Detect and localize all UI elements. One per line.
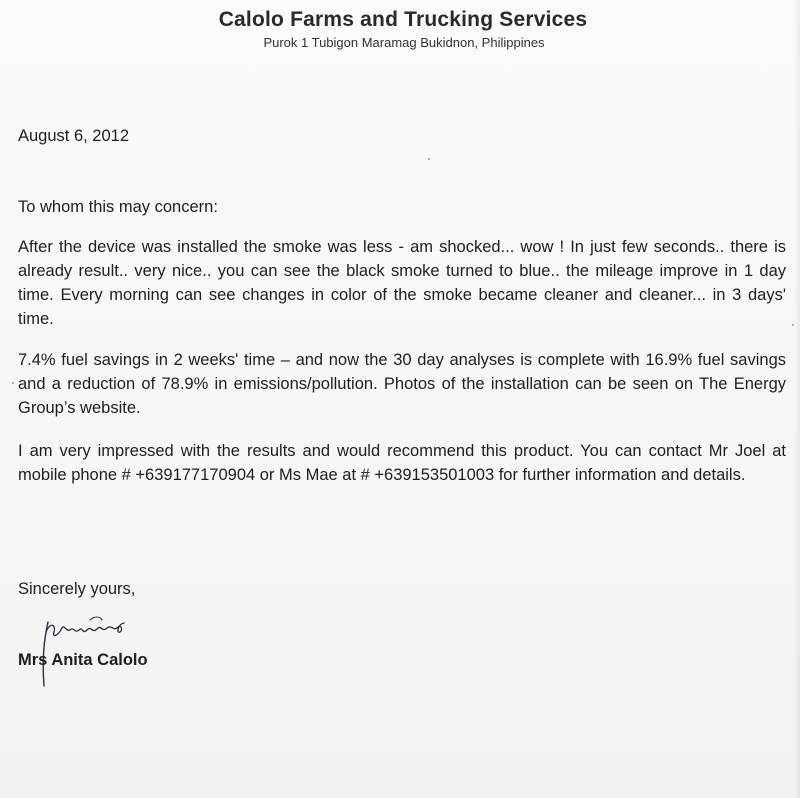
salutation: To whom this may concern: — [18, 198, 218, 216]
company-address: Purok 1 Tubigon Maramag Bukidnon, Philippines — [263, 35, 545, 50]
body-paragraph-3: I am very impressed with the results and would recommend this product. You can contact Mr Joel at mobile phone # +639177170904 or Ms Mae at # +639153501003 for further information and details. — [18, 442, 786, 484]
company-name: Calolo Farms and Trucking Services — [218, 8, 588, 31]
body-paragraph-1: After the device was installed the smoke was less - am shocked... wow ! In just few seconds.. there is already result.. very nice.. you can see the black smoke turned to blue.. the mileage improve in 1 day time. Every morning can see changes in color of the smoke became cleaner and cleaner... in 3 days' time. — [18, 238, 786, 328]
paper-speck — [12, 382, 14, 384]
paper-speck — [792, 324, 794, 326]
closing: Sincerely yours, — [18, 580, 136, 598]
letter-date: August 6, 2012 — [18, 127, 130, 145]
page-edge-shadow — [794, 0, 800, 798]
handwritten-signature — [30, 610, 140, 690]
body-paragraph-2: 7.4% fuel savings in 2 weeks' time – and now the 30 day analyses is complete with 16.9% fuel savings and a reduction of 78.9% in emissions/pollution. Photos of the installation can be seen on The Energy Group’s website. — [18, 351, 786, 417]
paper-speck — [428, 158, 430, 160]
signer-name: Mrs Anita Calolo — [18, 651, 148, 669]
letterhead — [0, 8, 800, 50]
